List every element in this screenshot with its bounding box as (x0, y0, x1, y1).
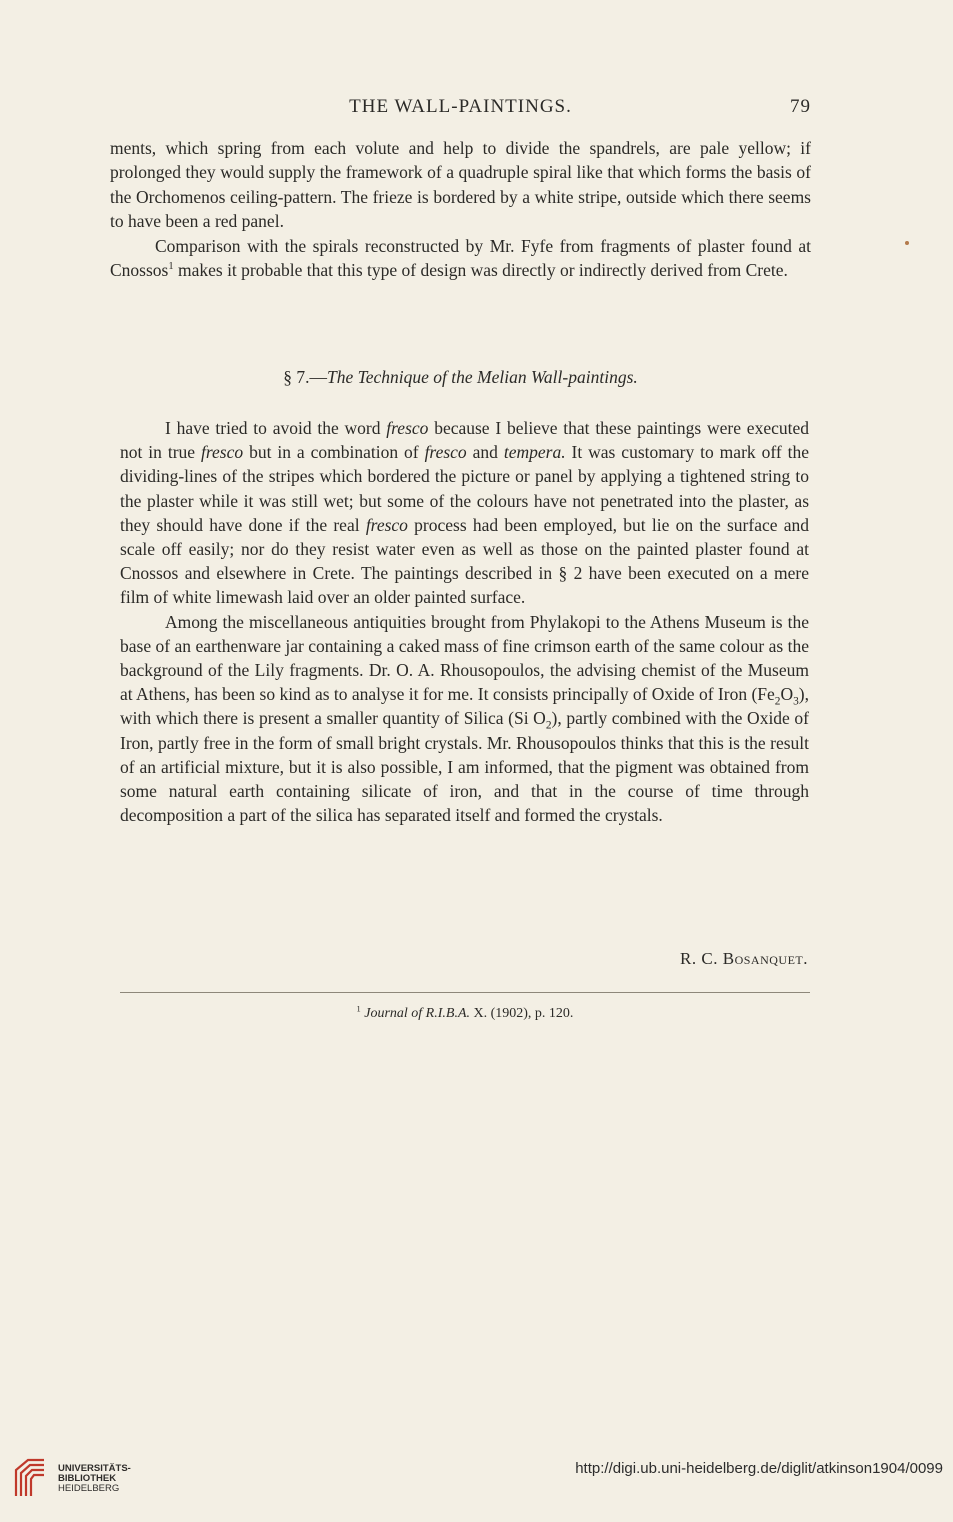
formula-subscript-2: 3 (793, 695, 799, 708)
paragraph-comparison (110, 234, 811, 283)
formula-subscript-3: 2 (545, 719, 552, 732)
technique-text-1: I have tried to avoid the word (165, 418, 387, 438)
running-title: THE WALL-PAINTINGS. (349, 96, 572, 117)
footnote-reference: 1 (168, 261, 174, 273)
library-name-line-3: HEIDELBERG (58, 1483, 120, 1494)
scan-speck (905, 241, 909, 245)
section-number: § 7.— (283, 367, 327, 387)
footnote-divider (120, 992, 810, 993)
footnote-journal: Journal of R.I.B.A. (364, 1006, 470, 1021)
analysis-text-3: ), partly combined with the Oxide of Iron, partly free in the form of small bright crystals. Mr. Rhousopoulos thinks that this is the result of an artificial mixture, but it is also possible, I am informed, that the pigment was obtained from some natural earth containing silicate of iron, and that in the course of time through decomposition a part of the silica has separated itself and formed the crystals. (120, 708, 810, 826)
formula-oxygen: O (780, 684, 794, 705)
technique-tempera: tempera. (503, 442, 566, 463)
author-initials: R. C. (680, 949, 723, 968)
technique-fresco-2: fresco (201, 442, 244, 463)
analysis-text-1: Among the miscellaneous antiquities brought from Phylakopi to the Athens Museum is the base of an earthenware jar containing a caked mass of fine crimson earth of the same colour as the background of the Lily fragments. Dr. O. A. Rhousopoulos, the advising chemist of the Museum at Athens, has been so kind as to analyse it for me. It consists principally of Oxide of Iron (Fe (120, 611, 809, 705)
technique-text-2: because I believe that these paintings were executed not in true (120, 418, 809, 463)
technique-text-5: It was customary to mark off the dividing-lines of the stripes which bordered the picture or panel by applying a tightened string to the plaster while it was still wet; but some of the colours have not penetrated into the plaster, as they should have done if the real (120, 442, 809, 535)
page-number: 79 (790, 96, 811, 117)
technique-text-6: process had been employed, but lie on the surface and scale off easily; nor do they resist water even as well as those on the painted plaster found at Cnossos and elsewhere in Crete. The paintings described in § 2 have been executed on a mere film of white limewash laid over an older painted surface. (120, 514, 809, 608)
body-text-section (120, 416, 809, 827)
library-name-line-2: BIBLIOTHEK (58, 1473, 117, 1484)
library-name-line-1: UNIVERSITÄTS- (58, 1463, 131, 1474)
footnote-mark: 1 (356, 1004, 361, 1014)
author-signature (680, 949, 808, 969)
library-emblem-icon (10, 1456, 50, 1500)
section-title: The Technique of the Melian Wall-paintings. (326, 367, 638, 387)
paragraph-technique (120, 416, 809, 610)
technique-fresco-4: fresco (365, 514, 408, 535)
library-name (58, 1464, 131, 1494)
source-url-link[interactable]: http://digi.ub.uni-heidelberg.de/diglit/atkinson1904/0099 (575, 1460, 943, 1477)
technique-text-4: and (466, 442, 504, 463)
paragraph-continuation: ments, which spring from each volute and help to divide the spandrels, are pale yellow; if prolonged they would supply the framework of a quadruple spiral like that which forms the basis of the Orchomenos ceiling-pattern. The frieze is bordered by a white stripe, outside which there seems to have been a red panel. (110, 138, 811, 232)
footnote (120, 1006, 810, 1022)
analysis-text-2: ), with which there is present a smaller quantity of Silica (Si O (120, 684, 809, 729)
section-heading (110, 367, 811, 388)
technique-fresco-1: fresco (386, 418, 429, 438)
technique-text-3: but in a combination of (243, 442, 425, 463)
technique-fresco-3: fresco (424, 442, 467, 463)
formula-subscript-1: 2 (774, 695, 781, 708)
running-header (110, 96, 811, 124)
body-text-top (110, 136, 811, 282)
footnote-citation: X. (1902), p. 120. (470, 1006, 574, 1021)
paragraph-comparison-text-a: Comparison with the spirals reconstructed by Mr. Fyfe from fragments of plaster found at Cnossos (110, 235, 811, 281)
paragraph-analysis (120, 610, 809, 828)
library-logo (10, 1456, 200, 1506)
author-name: Bosanquet. (722, 949, 808, 968)
paragraph-comparison-text-b: makes it probable that this type of design was directly or indirectly derived from Crete. (173, 260, 788, 281)
